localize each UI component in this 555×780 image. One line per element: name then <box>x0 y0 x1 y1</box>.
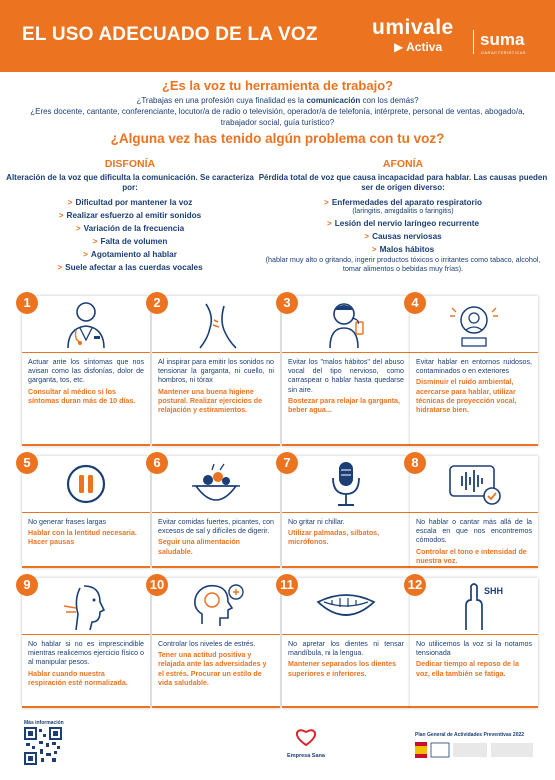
shh-icon <box>438 580 510 632</box>
disfonia-item: > Realizar esfuerzo al emitir sonidos <box>58 210 202 220</box>
afonia-item: > Malos hábitos <box>371 244 435 254</box>
noisy-environment-icon <box>438 298 510 350</box>
tip-card-5 <box>22 456 150 568</box>
breathing-icon <box>50 580 122 632</box>
afonia-title: AFONÍA <box>382 158 424 170</box>
tip-card-10 <box>149 577 280 708</box>
more-info-label: Más información <box>24 720 64 726</box>
afonia-item: > Causas nerviosas <box>364 231 442 241</box>
tip-text: Evitar comidas fuertes, picantes, con excesos de sal y difíciles de digerir. Seguir una alimentación saludable. <box>158 518 274 556</box>
tip-text: Evitar hablar en entornos ruidosos, contaminados o en exteriores Disminuir el ruido ambiental, acercarse para hablar, utilizar técnicas de proyección vocal, hidratarse bien. <box>416 358 532 415</box>
tip-card-7 <box>282 456 410 568</box>
tip-text: Controlar los niveles de estrés. Tener una actitud positiva y relajada ante las adversidades y el estrés. Procurar un estilo de vida saludable. <box>158 640 274 688</box>
tip-text: No utilicemos la voz si la notamos tensionada Dedicar tiempo al reposo de la voz, ella también se fatiga. <box>416 640 532 678</box>
suma-logo: suma <box>480 30 525 49</box>
tip-number: 9 <box>16 574 38 596</box>
tip-number: 11 <box>276 574 298 596</box>
qr-code-icon[interactable] <box>24 727 62 765</box>
tip-card-1 <box>22 296 150 446</box>
afonia-item: > Enfermedades del aparato respiratorio (laringitis, amigdalitis o faringitis) <box>324 197 482 215</box>
stress-head-icon <box>180 580 252 632</box>
disfonia-item: > Variación de la frecuencia <box>75 223 185 233</box>
microphone-icon <box>310 458 382 510</box>
tip-number: 1 <box>16 292 38 314</box>
suma-logo-subtitle: CARACTERISTICAS <box>481 50 527 55</box>
pause-icon <box>50 458 122 510</box>
tip-card-9 <box>22 578 150 708</box>
afonia-description: Pérdida total de voz que causa incapacidad para hablar. Las causas pueden ser de origen diverso: <box>258 173 548 193</box>
heart-icon <box>295 728 317 746</box>
tip-card-6 <box>152 456 280 568</box>
government-emblem-icon <box>415 741 535 759</box>
tip-highlight: Disminuir el ruido ambiental, acercarse para hablar, utilizar técnicas de proyección vocal, hidratarse bien. <box>416 378 517 415</box>
tip-card-11 <box>282 578 410 708</box>
page-title: EL USO ADECUADO DE LA VOZ <box>22 24 318 45</box>
tip-text: Evitar los "malos hábitos" del abuso vocal del tipo nervioso, como carraspear o hablar hasta quedarse sin aire. Bostezar para relajar la garganta, beber agua... <box>288 358 404 415</box>
professions-list: ¿Eres docente, cantante, conferenciante, locutor/a de radio o televisión, operador/a de telefonía, intérprete, personal de ventas, abogado/a, trabajador social, guía turístico? <box>30 106 525 127</box>
activa-logo: ▶ Activa <box>394 40 443 54</box>
tip-text: No hablar o cantar más allá de la escala en que nos encontremos cómodos. Controlar el tono e intensidad de nuestra voz. <box>416 518 532 565</box>
tip-number: 3 <box>276 292 298 314</box>
afonia-item: > Lesión del nervio laríngeo recurrente <box>326 218 480 228</box>
tip-highlight: Mantener una buena higiene postural. Realizar ejercicios de relajación y estiramientos. <box>158 387 263 415</box>
tip-number: 12 <box>404 574 426 596</box>
question-communication: ¿Trabajas en una profesión cuya finalidad es la comunicación con los demás? <box>136 96 419 105</box>
umivale-logo: umivale <box>372 16 454 39</box>
disfonia-item: > Suele afectar a las cuerdas vocales <box>57 262 203 272</box>
tip-card-8 <box>410 456 538 568</box>
tip-number: 7 <box>276 452 298 474</box>
tip-text: Actuar ante los síntomas que nos avisan como las disfonías, dolor de garganta, tos, etc. Consultar al médico si los síntomas duran más de 10 días. <box>28 358 144 405</box>
intro-section <box>0 78 555 146</box>
tip-number: 4 <box>404 292 426 314</box>
disfonia-item: > Dificultad por mantener la voz <box>67 197 193 207</box>
tip-number: 5 <box>16 452 38 474</box>
tip-text: No apretar los dientes ni tensar mandíbula, ni la lengua. Mantener separados los dientes superiores e inferiores. <box>288 640 404 678</box>
tip-text: Al inspirar para emitir los sonidos no tensionar la garganta, ni cuello, ni hombros, ni tórax Mantener una buena higiene postural. Realizar ejercicios de relajación y estiramientos. <box>158 358 274 415</box>
tip-text: No gritar ni chillar. Utilizar palmadas, silbatos, micrófonos. <box>288 518 404 548</box>
tip-highlight: Consultar al médico si los síntomas duran más de 10 días. <box>28 387 136 405</box>
tip-number: 10 <box>146 574 168 596</box>
neck-posture-icon <box>180 298 252 350</box>
afonia-column <box>258 158 548 273</box>
empresa-sana-logo: Empresa Sana <box>286 728 326 759</box>
tip-number: 8 <box>404 452 426 474</box>
tip-number: 6 <box>146 452 168 474</box>
disfonia-title: DISFONÍA <box>104 158 156 170</box>
tip-highlight: Bostezar para relajar la garganta, beber agua... <box>288 396 400 415</box>
bad-habits-icon <box>310 298 382 350</box>
tip-card-3 <box>282 296 410 446</box>
tip-card-4 <box>410 296 538 446</box>
tip-highlight: Dedicar tiempo al reposo de la voz, ella también se fatiga. <box>416 660 519 678</box>
question-voice-tool: ¿Es la voz tu herramienta de trabajo? <box>161 78 394 93</box>
disfonia-item: > Agotamiento al hablar <box>83 249 177 259</box>
teeth-icon <box>310 580 382 632</box>
tip-text: No hablar si no es imprescindible mientras realicemos ejercicio físico o al manipular pesos. Hablar cuando nuestra respiración esté normalizada. <box>28 640 144 687</box>
food-bowl-icon <box>180 458 252 510</box>
doctor-icon <box>50 298 122 350</box>
tip-card-12 <box>407 577 538 708</box>
tip-highlight: Mantener separados los dientes superiores e inferiores. <box>288 660 397 678</box>
plan-label: Plan General de Actividades Preventivas 2022 <box>415 732 525 738</box>
disfonia-description: Alteración de la voz que dificulta la comunicación. Se caracteriza por: <box>6 173 254 193</box>
disfonia-item: > Falta de volumen <box>92 236 168 246</box>
tip-highlight: Hablar con la lentitud necesaria. Hacer pausas <box>28 529 137 547</box>
tip-highlight: Seguir una alimentación saludable. <box>158 538 240 556</box>
header-bar <box>0 0 555 72</box>
tip-highlight: Controlar el tono e intensidad de nuestra voz. <box>416 547 527 565</box>
tip-number: 2 <box>146 292 168 314</box>
svg-text:SHH: SHH <box>484 586 504 596</box>
afonia-bad-habits-note: (hablar muy alto o gritando, ingerir productos tóxicos o irritantes como tabaco, alcohol, tomar alimentos o bebidas muy frías). <box>265 254 541 273</box>
question-voice-problem: ¿Alguna vez has tenido algún problema con tu voz? <box>110 131 445 147</box>
tip-text: No generar frases largas Hablar con la lentitud necesaria. Hacer pausas <box>28 518 144 548</box>
tip-card-2 <box>152 296 280 446</box>
voice-wave-icon <box>438 458 510 510</box>
tip-highlight: Hablar cuando nuestra respiración esté normalizada. <box>28 669 128 687</box>
tip-highlight: Utilizar palmadas, silbatos, micrófonos. <box>288 529 380 547</box>
tip-highlight: Tener una actitud positiva y relajada ante las adversidades y el estrés. Procurar un estilo de vida saludable. <box>158 651 267 687</box>
logo-divider <box>473 30 474 54</box>
disfonia-column <box>0 158 260 272</box>
